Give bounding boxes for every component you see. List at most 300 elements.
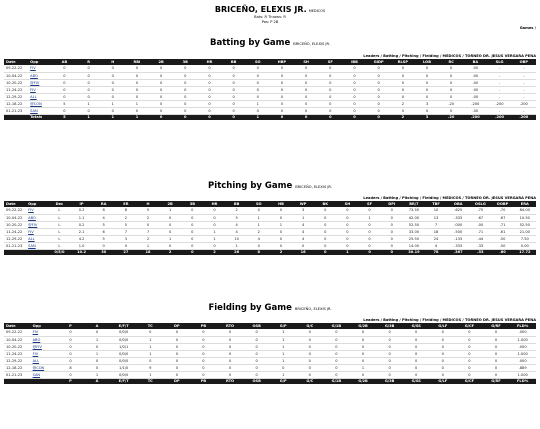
fielding-cell: 0	[388, 330, 391, 335]
batting-cell: 1	[256, 101, 259, 106]
batting-cell: 0	[208, 73, 211, 78]
fielding-cell: 1	[95, 372, 99, 377]
batting-total-cell: 0	[329, 115, 332, 120]
batting-title-suffix: BRICEÑO, ELEXIS JR.	[293, 42, 330, 46]
pitching-cell: 0	[368, 208, 371, 213]
batting-cell: 0	[135, 108, 139, 113]
batting-cell: 0	[450, 73, 453, 78]
batting-total-cell: 1	[256, 115, 260, 120]
batting-cell: 0	[256, 66, 259, 71]
pitching-cell: 0	[368, 229, 371, 234]
pitching-cell: 2	[146, 236, 150, 241]
fielding-cell: 0	[255, 358, 258, 363]
fielding-cell: 0/0/0	[119, 358, 129, 363]
pitching-cell: 0	[346, 236, 349, 241]
opponent-link[interactable]: FIV	[28, 229, 34, 234]
pitching-cell: 0	[368, 243, 371, 248]
pitching-cell: 0	[346, 215, 349, 220]
fielding-cell: 0	[308, 337, 311, 342]
batting-cell: 0	[401, 87, 404, 92]
fielding-col-header: P	[69, 324, 72, 328]
batting-cell: -	[523, 80, 525, 85]
batting-cell	[28, 100, 52, 107]
fielding-cell: 09-22-22	[6, 330, 23, 335]
fielding-cell: 0	[468, 344, 471, 349]
fielding-col-header: TC	[147, 324, 153, 328]
batting-cell: 0	[159, 108, 163, 113]
batting-cell: 0	[135, 66, 139, 71]
opponent-link[interactable]: @FIV	[28, 222, 38, 227]
pitching-cell: 11-24-22	[6, 229, 23, 234]
fielding-cell: 0	[308, 358, 311, 363]
fielding-cell: 0	[441, 372, 444, 377]
pitching-cell: 0	[279, 229, 283, 234]
batting-total-cell	[4, 114, 28, 120]
fielding-cell: 0	[202, 344, 205, 349]
pitching-cell: 18	[433, 229, 439, 234]
batting-cell: 0	[63, 66, 66, 71]
pitching-total-cell	[26, 249, 48, 255]
pitching-totals-row	[4, 249, 536, 255]
batting-cell: 0	[353, 66, 356, 71]
batting-total-cell: Totals	[30, 115, 43, 120]
fielding-cell: 0	[468, 330, 471, 335]
fielding-cell: 0	[335, 358, 338, 363]
batting-cell: 0	[377, 73, 380, 78]
batting-cell: 09-22-22	[6, 66, 23, 71]
pitching-cell: 0	[169, 222, 172, 227]
pitching-col-header: 3B	[189, 202, 195, 206]
fielding-cell: 0	[95, 358, 99, 363]
pitching-cell: 0	[213, 243, 216, 248]
pitching-table-body	[4, 207, 536, 249]
batting-cell: 0	[280, 101, 284, 106]
fielding-cell: 0/0/0	[119, 372, 129, 377]
table-row	[4, 72, 536, 79]
pitching-total-cell: 30	[101, 250, 107, 255]
fielding-cell: 1.000	[517, 337, 528, 342]
pitching-cell: 0	[169, 243, 172, 248]
pitching-cell: 2	[257, 229, 260, 234]
fielding-cell: 0	[468, 365, 471, 370]
pitching-cell: 0	[279, 236, 283, 241]
pitching-cell: 5	[102, 222, 105, 227]
fielding-cell: 0	[468, 337, 471, 342]
pitching-cell: 52.50	[519, 222, 530, 227]
opponent-link[interactable]: FIV	[30, 66, 36, 71]
fielding-col-header: Opp	[32, 324, 41, 328]
batting-cell: 0	[450, 66, 453, 71]
pitching-cell: 73.50	[408, 208, 420, 213]
fielding-cell: 0	[415, 365, 418, 370]
fielding-cell: 10-04-22	[6, 337, 23, 342]
pitching-cell: .133	[454, 236, 463, 241]
pitching-cell: 4.2	[78, 236, 85, 241]
batting-cell: 0	[353, 80, 356, 85]
batting-cell: 0	[425, 73, 429, 78]
pitching-cell: 0	[169, 229, 172, 234]
fielding-cell: 0	[69, 330, 72, 335]
batting-cell: 0	[353, 94, 356, 99]
fielding-cell: 0	[361, 337, 365, 342]
table-row	[4, 242, 536, 249]
batting-total-cell: 1	[87, 115, 90, 120]
pitching-cell: 10	[234, 236, 239, 241]
pitching-cell: 1	[257, 222, 260, 227]
opponent-link[interactable]: FIV	[32, 351, 39, 356]
pitching-cell: 0	[324, 215, 327, 220]
opponent-link[interactable]: SAN	[28, 243, 36, 248]
opponent-link[interactable]: ALL	[28, 236, 35, 241]
fielding-cell: 1.000	[517, 351, 528, 356]
pitching-total-cell: 0	[368, 250, 371, 255]
fielding-cell: 0	[228, 351, 232, 356]
batting-total-cell: 0	[232, 115, 235, 120]
fielding-cell: 0	[255, 351, 258, 356]
table-row	[4, 79, 536, 86]
fielding-cell: 0	[202, 330, 205, 335]
fielding-cell: 0	[361, 351, 365, 356]
opponent-link[interactable]: ABO	[30, 73, 38, 78]
opponent-link[interactable]: ALL	[30, 94, 37, 99]
batting-cell: 0	[353, 101, 356, 106]
batting-cell: 0	[159, 87, 163, 92]
batting-cell: 1	[87, 101, 90, 106]
batting-cell: -	[498, 80, 501, 85]
pitching-cell: 0	[279, 243, 283, 248]
fielding-col-header: G/SS	[411, 324, 421, 328]
fielding-totals-row	[4, 378, 536, 384]
fielding-cell: 1	[149, 337, 152, 342]
opponent-link[interactable]: ABO	[32, 337, 41, 342]
pitching-cell: L	[58, 222, 61, 227]
batting-cell: 0	[135, 80, 139, 85]
batting-cell: 0	[159, 66, 163, 71]
fielding-cell: 1	[282, 344, 285, 349]
batting-total-cell: .200	[495, 115, 504, 120]
batting-cell: .00	[472, 108, 479, 113]
pitching-col-header: H	[146, 202, 150, 206]
pitching-breadcrumb[interactable]: Leaders / Batting / Pitching / Fielding / MEDICOS / TORNEO DR. JESUS VERGARA PENA	[363, 196, 536, 200]
batting-cell: .200	[519, 101, 528, 106]
opponent-link[interactable]: @FIV	[30, 80, 40, 85]
pitching-cell: 4	[235, 222, 238, 227]
pitching-cell: 42.00	[408, 215, 420, 220]
pitching-cell: 7	[146, 229, 150, 234]
batting-total-cell: 3	[425, 115, 429, 120]
batting-cell	[28, 93, 52, 100]
batting-total-cell: 0	[184, 115, 187, 120]
batting-cell: 0	[280, 80, 284, 85]
pitching-cell: 3	[124, 236, 127, 241]
batting-cell: 0	[377, 80, 380, 85]
pitching-cell: .61	[499, 229, 506, 234]
pitching-cell: 0	[301, 243, 305, 248]
pitching-total-cell: 0	[324, 250, 327, 255]
fielding-cell: 0	[175, 337, 178, 342]
pitching-col-header: OOBP	[496, 202, 509, 206]
pitching-cell: 4	[102, 215, 105, 220]
batting-cell: 0	[208, 80, 211, 85]
batting-cell: 0	[450, 80, 453, 85]
pitching-title-text: Pitching by Game	[208, 181, 293, 191]
batting-cell: 0	[256, 108, 259, 113]
batting-cell: 0	[329, 73, 332, 78]
fielding-cell: .000	[518, 344, 527, 349]
pitching-cell: 4	[301, 229, 305, 234]
fielding-title-suffix: BRICEÑO, ELEXIS JR.	[294, 307, 332, 311]
batting-cell: 0	[208, 94, 211, 99]
batting-cell: 0	[329, 101, 332, 106]
pitching-cell: 2	[235, 208, 238, 213]
pitching-cell: 4	[434, 243, 438, 248]
batting-cell: 2	[401, 101, 404, 106]
batting-total-cell: 0	[353, 115, 356, 120]
player-name: BRICEÑO, ELEXIS JR.	[214, 5, 307, 14]
pitching-cell: 0	[346, 229, 349, 234]
batting-col-header: SF	[327, 60, 333, 64]
batting-cell: 0	[135, 87, 139, 92]
fielding-cell: 0	[282, 365, 285, 370]
batting-title-text: Batting by Game	[210, 38, 291, 48]
fielding-cell: 0	[255, 337, 258, 342]
pitching-col-header: TBF	[432, 202, 440, 206]
pitching-col-header: HB	[278, 202, 284, 206]
pitching-cell: L	[58, 208, 61, 213]
batting-cell: 0	[450, 87, 453, 92]
batting-cell: 0	[111, 87, 114, 92]
fielding-cell: 8	[69, 365, 72, 370]
games-link[interactable]: Games /	[519, 26, 536, 30]
fielding-cell: 1	[95, 351, 99, 356]
fielding-cell: 1	[282, 337, 285, 342]
batting-col-header: R	[87, 60, 90, 64]
pitching-cell: 0	[324, 222, 327, 227]
pitching-cell: 0	[346, 222, 349, 227]
pitching-cell: 0	[368, 222, 371, 227]
opponent-link[interactable]: ABO	[28, 215, 36, 220]
fielding-total-cell	[4, 378, 31, 384]
pitching-total-cell: 2	[279, 250, 283, 255]
batting-cell: 0	[135, 94, 139, 99]
fielding-cell: 0	[95, 330, 99, 335]
opponent-link[interactable]: @CON	[30, 101, 42, 106]
batting-cell: 12-18-22	[6, 101, 23, 106]
pitching-cell: 0	[279, 208, 283, 213]
table-row	[4, 364, 536, 371]
opponent-link[interactable]: SAN	[30, 108, 38, 113]
opponent-link[interactable]: @CON	[32, 365, 45, 370]
fielding-total-cell: G/LF	[438, 379, 448, 384]
table-row	[4, 207, 536, 214]
pitching-cell: 2.1	[78, 229, 85, 234]
batting-cell: 12-29-22	[6, 94, 23, 99]
batting-cell: .00	[472, 66, 479, 71]
table-row	[4, 228, 536, 235]
batting-cell: 0	[208, 66, 211, 71]
fielding-cell: 0	[175, 365, 178, 370]
opponent-link[interactable]: @FIV	[32, 344, 42, 349]
fielding-total-cell: E/F/T	[118, 379, 129, 384]
pitching-cell: 0	[390, 215, 393, 220]
pitching-total-cell: 26	[234, 250, 240, 255]
pitching-cell: 0	[324, 236, 327, 241]
opponent-link[interactable]: FIV	[32, 330, 39, 335]
fielding-cell: 0	[468, 358, 471, 363]
fielding-cell: 0	[255, 344, 258, 349]
fielding-col-header: RTO	[225, 324, 235, 328]
pitching-cell: 0	[191, 215, 194, 220]
batting-cell: 0	[401, 73, 404, 78]
pitching-total-cell: .53	[477, 250, 484, 255]
fielding-cell: 0	[441, 351, 444, 356]
pitching-cell: 84.00	[519, 208, 530, 213]
pitching-cell: 5	[124, 222, 127, 227]
fielding-cell: 0	[149, 358, 152, 363]
pitching-cell: 01-21-23	[6, 243, 23, 248]
pitching-cell: .33	[477, 243, 484, 248]
fielding-col-header: G/C	[306, 324, 314, 328]
pitching-cell: 2	[146, 215, 150, 220]
fielding-total-cell: TC	[147, 379, 153, 384]
fielding-cell: 1	[282, 330, 285, 335]
fielding-cell: 0	[228, 365, 232, 370]
player-header	[0, 0, 540, 31]
batting-cell: 0	[232, 73, 235, 78]
batting-cell: 0	[425, 66, 429, 71]
fielding-col-header: OSB	[252, 324, 261, 328]
pitching-cell: 0	[213, 208, 216, 213]
pitching-col-header: BK	[322, 202, 329, 206]
pitching-total-cell	[4, 249, 26, 255]
fielding-cell: 0	[468, 351, 471, 356]
pitching-cell	[26, 235, 48, 242]
fielding-total-cell: A	[95, 379, 99, 384]
pitching-col-header: ERA	[520, 202, 529, 206]
pitching-cell: 0	[324, 208, 327, 213]
fielding-cell: 0	[175, 372, 178, 377]
fielding-cell: 10-20-22	[6, 344, 23, 349]
batting-breadcrumb[interactable]: Leaders / Batting / Pitching / Fielding / MEDICOS / TORNEO DR. JESUS VERGARA PENA	[363, 54, 536, 58]
fielding-cell: 0/0/0	[119, 330, 129, 335]
pitching-cell: 2	[124, 215, 127, 220]
fielding-breadcrumb[interactable]: Leaders / Batting / Pitching / Fielding / MEDICOS / TORNEO DR. JESUS VERGARA PENA	[363, 318, 536, 322]
fielding-cell: 0	[202, 337, 205, 342]
pitching-cell	[26, 207, 48, 214]
fielding-cell: 0	[95, 365, 99, 370]
table-row	[4, 65, 536, 72]
fielding-cell: 1	[149, 351, 152, 356]
batting-total-cell: 0	[159, 115, 163, 120]
pitching-total-cell: 17.72	[519, 250, 531, 255]
batting-cell: 0	[232, 101, 235, 106]
opponent-link[interactable]: FIV	[30, 87, 36, 92]
pitching-cell: 0	[191, 208, 194, 213]
batting-cell: .200	[471, 101, 480, 106]
batting-cell: 0	[377, 94, 380, 99]
batting-col-header: 2B	[158, 60, 164, 64]
pitching-cell: 1	[169, 236, 172, 241]
batting-cell: 0	[232, 80, 235, 85]
batting-col-header: HR	[206, 60, 213, 64]
fielding-total-cell: FLD%	[516, 379, 529, 384]
pitching-cell: 14.00	[408, 243, 420, 248]
pitching-cell: 0.2	[78, 222, 85, 227]
fielding-cell: 0	[202, 358, 205, 363]
batting-cell: 0	[184, 73, 187, 78]
batting-cell: 3	[425, 101, 429, 106]
batting-total-cell: .200	[519, 115, 529, 120]
batting-cell: 0	[111, 73, 114, 78]
pitching-cell: 6	[102, 229, 105, 234]
pitching-cell: 1	[257, 215, 260, 220]
fielding-cell: 0	[388, 358, 391, 363]
batting-cell: 0	[87, 66, 90, 71]
pitching-cell: 1	[213, 236, 216, 241]
batting-cell: 0	[184, 66, 187, 71]
batting-cell: 0	[63, 80, 66, 85]
pitching-cell: L	[58, 215, 61, 220]
player-bats-throws: Bats: R Throws: R	[254, 15, 286, 19]
pitching-col-header: OBA	[453, 202, 463, 206]
batting-cell: 0	[184, 80, 187, 85]
opponent-link[interactable]: ALL	[32, 358, 40, 363]
fielding-cell: 0	[388, 337, 391, 342]
fielding-cell: 0	[69, 337, 72, 342]
fielding-cell: 1	[361, 365, 365, 370]
batting-cell: 0	[305, 80, 308, 85]
fielding-cell: 11-24-22	[6, 351, 23, 356]
pitching-cell: 7.50	[520, 236, 529, 241]
opponent-link[interactable]: FIV	[28, 208, 34, 213]
fielding-col-header: A	[95, 324, 99, 328]
fielding-cell	[31, 371, 58, 378]
batting-cell: 0	[256, 87, 259, 92]
pitching-col-header: BB	[233, 202, 240, 206]
pitching-total-cell: 10.2	[77, 250, 86, 255]
batting-cell	[28, 107, 52, 114]
pitching-cell: .000	[454, 222, 463, 227]
pitching-cell: 52.50	[408, 222, 420, 227]
batting-cell: 0	[159, 73, 163, 78]
fielding-cell: 0	[415, 358, 418, 363]
batting-cell: .20	[448, 101, 455, 106]
pitching-cell: .71	[499, 222, 506, 227]
fielding-cell: 0	[228, 344, 232, 349]
fielding-section	[0, 304, 540, 429]
fielding-cell: 0	[361, 330, 365, 335]
opponent-link[interactable]: SAN	[32, 372, 41, 377]
pitching-cell: 4	[235, 229, 238, 234]
batting-total-cell: 2	[401, 115, 405, 120]
pitching-col-header: Dec	[55, 202, 64, 206]
fielding-col-header: DP	[174, 324, 180, 328]
batting-cell: 0	[329, 94, 332, 99]
pitching-cell: 0	[102, 243, 105, 248]
pitching-cell: L	[58, 229, 61, 234]
batting-col-header: BA	[472, 60, 479, 64]
fielding-col-header: G/CF	[464, 324, 475, 328]
batting-cell: -	[498, 108, 501, 113]
batting-cell: 0	[184, 87, 187, 92]
fielding-table	[4, 323, 536, 384]
batting-col-header: AB	[61, 60, 68, 64]
batting-cell: 0	[305, 101, 308, 106]
batting-cell: 0	[159, 101, 163, 106]
batting-col-header: SO	[254, 60, 261, 64]
pitching-total-cell: .60	[499, 250, 506, 255]
pitching-cell: 0	[368, 236, 371, 241]
